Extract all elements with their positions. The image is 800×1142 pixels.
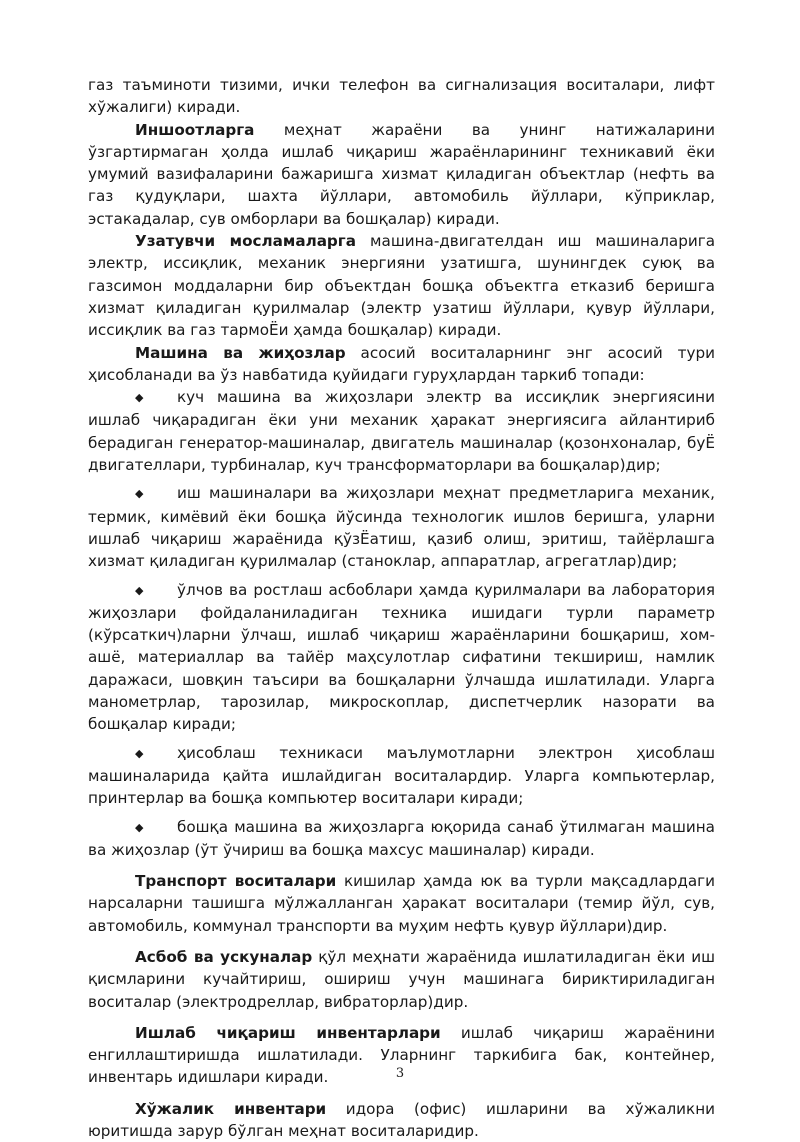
bullet-text: бошқа машина ва жиҳозларга юқорида санаб ўтилмаган машина ва жиҳозлар (ўт ўчириш ва бошқа махсус машиналар) киради. bbox=[88, 817, 715, 859]
term-bold: Ишлаб чиқариш инвентарлари bbox=[135, 1023, 441, 1042]
document-page bbox=[88, 74, 715, 1142]
term-bold: Иншоотларга bbox=[135, 120, 255, 139]
paragraph-text: асосий воситаларнинг энг асосий тури ҳисобланади ва ўз навбатида қуйидаги гуруҳлардан таркиб топади: bbox=[88, 343, 715, 384]
paragraph-text: машина-двигателдан иш машиналарига электр, иссиқлик, механик энергияни узатишга, шунингдек суюқ ва газсимон моддаларни бир объектдан бошқа объектга етказиб беришга хизмат қиладиган қурилмалар (электр узатиш йўллари, қувур йўллари, иссиқлик ва газ тармоЁи ҳамда бошқалар) киради. bbox=[88, 232, 716, 340]
paragraph-text: қўл меҳнати жараёнида ишлатиладиган ёки иш қисмларини кучайтириш, ошириш учун машинага бириктириладиган воситалар (электродреллар, вибраторлар)дир. bbox=[88, 947, 715, 1011]
paragraph-continuation bbox=[88, 74, 715, 119]
term-bold: Асбоб ва ускуналар bbox=[135, 947, 313, 966]
bullet-item bbox=[88, 386, 715, 476]
bullet-diamond-icon: ◆ bbox=[135, 746, 144, 760]
bullet-item bbox=[88, 816, 715, 862]
paragraph-machines-equipment bbox=[88, 342, 715, 387]
paragraph-text: газ таъминоти тизими, ички телефон ва сигнализация воситалари, лифт хўжалиги) киради. bbox=[88, 76, 715, 117]
bullet-text: куч машина ва жиҳозлари электр ва иссиқлик энергиясини ишлаб чиқарадиган ёки уни механик ҳаракат энергиясига айлантириб берадиган генератор-машиналар, двигатель машиналар (қозонхоналар, буЁ двигателлари, турбиналар, куч трансформаторлари ва бошқалар)дир; bbox=[88, 388, 715, 475]
term-bold: Хўжалик инвентари bbox=[135, 1099, 327, 1118]
paragraph-structures bbox=[88, 119, 715, 230]
term-bold: Транспорт воситалари bbox=[135, 872, 337, 891]
bullet-text: ўлчов ва ростлаш асбоблари ҳамда қурилмалари ва лаборатория жиҳозлари фойдаланиладиган техника ишидаги турли параметр (кўрсаткич)ларни ўлчаш, ишлаб чиқариш жараёнларини бошқариш, хом-ашё, материаллар ва тайёр маҳсулотлар сифатини текшириш, намлик даражаси, шовқин таъсири ва бошқаларни ўлчашда ишлатилади. Уларга манометрлар, тарозилар, микроскоплар, диспетчерлик назорати ва бошқалар киради; bbox=[88, 580, 715, 734]
bullet-diamond-icon: ◆ bbox=[135, 391, 144, 405]
page-number: 3 bbox=[395, 1066, 405, 1081]
bullet-text: иш машиналари ва жиҳозлари меҳнат предметларига механик, термик, кимёвий ёки бошқа йўсинда технологик ишлов беришга, уларни ишлаб чиқариш жараёнида қўзЁатиш, қазиб олиш, эритиш, тайёрлашга хизмат қиладиган қурилмалар (станоклар, аппаратлар, агрегатлар)дир; bbox=[88, 484, 715, 571]
bullet-text: ҳисоблаш техникаси маълумотларни электрон ҳисоблаш машиналарида қайта ишлайдиган воситалардир. Уларга компьютерлар, принтерлар ва бошқа компьютер воситалари киради; bbox=[88, 743, 715, 808]
bullet-diamond-icon: ◆ bbox=[135, 487, 144, 501]
bullet-diamond-icon: ◆ bbox=[135, 820, 144, 834]
paragraph-text: меҳнат жараёни ва унинг натижаларини ўзгартирмаган ҳолда ишлаб чиқариш жараёнларининг техникавий ёки умумий вазифаларини бажаришга хизмат қиладиган объектлар (нефть ва газ қудуқлари, шахта йўллари, автомобиль йўллари, кўприклар, эстакадалар, сув омборлари ва бошқалар) киради. bbox=[88, 120, 715, 228]
term-bold: Машина ва жиҳозлар bbox=[135, 343, 346, 362]
paragraph-text: идора (офис) ишларини ва хўжаликни юритишда зарур бўлган меҳнат воситаларидир. bbox=[88, 1099, 715, 1141]
paragraph-transmission-devices bbox=[88, 230, 715, 341]
bullet-item bbox=[88, 579, 715, 736]
bullet-diamond-icon: ◆ bbox=[135, 583, 144, 597]
paragraph-transport bbox=[88, 870, 715, 937]
paragraph-tools bbox=[88, 946, 715, 1013]
paragraph-text: кишилар ҳамда юк ва турли мақсадлардаги нарсаларни ташишга мўлжалланган ҳаракат воситалари (темир йўл, сув, автомобиль, коммунал транспорти ва муҳим нефть қувур йўллари)дир. bbox=[88, 872, 715, 935]
bullet-item bbox=[88, 742, 715, 810]
bullet-item bbox=[88, 482, 715, 572]
paragraph-household-inventory bbox=[88, 1098, 715, 1142]
term-bold: Узатувчи мосламаларга bbox=[135, 232, 356, 251]
paragraph-text: ишлаб чиқариш жараёнини енгиллаштиришда ишлатилади. Уларнинг таркибига бак, контейнер, инвентарь идишлари киради. bbox=[88, 1023, 715, 1087]
